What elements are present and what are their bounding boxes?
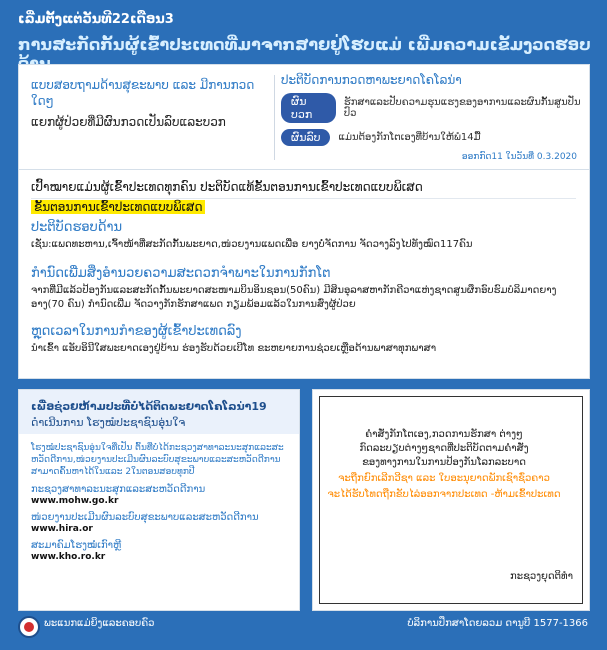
test-results-title: ປະຕິບັດການກວດຫາພະຍາດໂຄໂລນ່າ <box>281 73 462 87</box>
special-procedure-highlight: ຂັ້ນຕອນການເຂົ້າປະເທດແບບພິເສດ <box>31 200 205 214</box>
hotline: ບໍລິການປຶກສາໂດຍລວມ ດານູບີ 1577-1366 <box>407 618 588 629</box>
list-item <box>31 540 287 562</box>
safe-hospitals-card <box>18 389 300 611</box>
positive-badge: ຜົນບວກ <box>281 93 336 123</box>
header-subtitle: ເລີ່ມຕັ້ງແຕ່ວັນທີ22ເດືອນ3 <box>18 12 174 27</box>
section-title: ຫຼຸດເວລາໃນການກຳຂອງຜູ້ເຂົ້າປະເທດລົງ <box>31 324 242 339</box>
health-screening-card <box>18 64 590 171</box>
safe-hospitals-body <box>31 442 287 562</box>
lead-divider <box>31 198 576 199</box>
list-item <box>31 484 287 506</box>
positive-text: ຮັກສາແລະປັບຄວາມຮຸນແຮງຂອງອາການແລະຜົນກັ້ນສູນປັ່ນປົວ <box>343 97 581 119</box>
screening-question-block <box>31 77 271 129</box>
positive-row <box>281 93 581 123</box>
section-comprehensive <box>31 220 576 252</box>
warning-line-1: ຄຳສັ່ງກັກໂຕເອງ,ກວດການຮັກສາ ຕ່າງໆ <box>365 429 523 440</box>
warning-line-2: ກົດລະບຽບຕ່າງໆຊາດທີ່ປະຕິບັດຕາມຄຳສັ່ງ <box>359 443 529 454</box>
screening-answer: ແຍກຜູ້ປ່ວຍທີ່ມີຜົນກວດເປັນລົບແລະບວກ <box>31 115 226 129</box>
section-title: ກຳນົດເພີ່ມສິ່ງອຳນວຍຄວາມສະດວກຈຳພາະໃນການກັກໂຕ <box>31 266 331 281</box>
section-body: ຈາກທີ່ມີແລ້ວປ້ອງກັນແລະສະກັດກັ້ນພະຍາດສະໜາມບິນອິນຊອນ(50ຄົນ) ມີສິນອຸລາສຫາກັກຄີວາແຫ່ງຊາດສູນຜຶກອົບຮົມບໍລິມາດຍາງອາງ(70 ຄົນ) ກຳນົດເພີ່ມ ຈັດວາງກັກຮັກສາແພດ ກຽມພ້ອມແລ້ວໃນການສົ່ງຜູ້ປ່ວຍ <box>31 285 557 310</box>
section-title: ປະຕິບັດຮອບດ້ານ <box>31 220 123 235</box>
test-results-block <box>281 73 581 152</box>
section-body: ນຳເຂົ້າ ແອັບອິນີໃສພະຍາດເອງຢູ່ບ້ານ ຮ່ອງຮັບດ້ວຍເບີໂທ ຂະຫຍາຍການຊ່ວຍເຫຼືອດ້ານພາສາທຸກພາສາ <box>31 343 437 354</box>
government-emblem-icon <box>18 616 40 638</box>
warning-card <box>312 389 590 611</box>
ministry-signature: ກະຊວງຍຸດຕິທຳ <box>510 571 573 582</box>
warning-line-3: ຂອງທາງການໃນການປ້ອງກັນໂລກລະບາດ <box>362 457 526 468</box>
negative-text: ແມ່ນຕ້ອງກັກໂຕເອງທີ່ບ້ານໃຫ້ພໍ14ມື້ <box>338 132 481 143</box>
issue-date: ອອກກົດ11 ໃນວັນທີ່ 0.3.2020 <box>461 152 577 162</box>
website-link[interactable]: www.mohw.go.kr <box>31 496 119 506</box>
list-item <box>31 512 287 534</box>
safe-hospitals-subtitle: ດຳເນີນການ ໂຮງໝໍປະຊາຊົນອຸ່ນໃຈ <box>31 416 186 429</box>
org-name: ໜ່ວຍງານປະເມີນຜົນລະບົບສຸຂະພາບແລະສະຫວັດດີການ <box>31 512 259 523</box>
card-divider <box>274 75 275 160</box>
warning-text-block <box>325 428 563 502</box>
org-name: ສະມາຄົມໂຮງໝໍເກົາຫຼີ <box>31 540 122 551</box>
safe-hospitals-header <box>19 390 299 434</box>
entry-lead-text: ເປົ້າໝາຍແມ່ນຜູ້ເຂົ້າປະເທດທຸກຄົນ ປະຕິບັດແທ້ຂັ້ນຕອນການເຂົ້າປະເທດແບບພິເສດ <box>31 180 423 194</box>
warning-penalty-2: ຈະໄດ້ຮັບໂທດຖືກຂັບໄລ່ອອກຈາກປະເທດ -ຫ້າມເຂົ້າປະເທດ <box>327 489 561 500</box>
org-name: ກະຊວງສາທາລະນະສຸກແລະສະຫວັດດີການ <box>31 484 206 495</box>
footer <box>18 612 588 642</box>
safe-hospitals-intro: ໂຮງໝໍປະຊາຊົນອຸ່ນໃຈທີ່ເປັນ ຕົ້ນທີ່ບໍ່ໄດ້ກະຊວງສາທາລະນະສຸກແລະສະຫວັດດີການ,ໜ່ວຍງານປະເມີນຜົນລະບົບສຸຂະພາບແລະສະຫວັດດີການ ສາມາດຄົ້ນຫາໄດ້ໃນແລະ 2ໃນຕອນສອບທຸກປີ <box>31 443 284 477</box>
section-quarantine-facilities <box>31 266 576 312</box>
website-link[interactable]: www.hira.or <box>31 524 93 534</box>
warning-penalty-1: ຈະຖືກຍົກເລີກວີຊາ ແລະ ໃບອະນຸຍາດພັກເຊົາຊົ່ວຄາວ <box>338 473 550 484</box>
page-title: ການສະກັດກັ້ນຜູ້ເຂົ້າປະເທດທີ່ມາຈາກສາຍຢູ່ໂຮບແມ່ ເພີ່ມຄວາມເຂັ້ມງວດຮອບ <box>18 35 591 54</box>
section-reduce-time <box>31 324 576 356</box>
screening-question: ແບບສອບຖາມດ້ານສຸຂະພາບ ແລະ ມີການກວດໃດໆ <box>31 78 255 108</box>
ministry-name: ພະແນກແມ່ຍິງແລະຄອບຄົວ <box>44 618 155 629</box>
safe-hospitals-title: ເພື່ອຊ່ວຍຫ້າມປະທີ່ບໍ່ໄດ້ຕິດພະຍາດໂຄໂລນ່າ19 <box>31 400 267 413</box>
section-body: ເຊັ່ນ:ແພດທະຫານ,ເຈົ້າໜ້າທີ່ສະກັດກັ້ນພະຍາດ,ໜ່ວຍງານແພດເພື່ອ ຍາງບໍ່ຈັດການ ຈັດວາງລົງໄປທັງໝົດ117ຄົນ <box>31 239 473 250</box>
entry-procedure-card <box>18 169 590 379</box>
negative-badge: ຜົນລົບ <box>281 129 330 146</box>
website-link[interactable]: www.kho.ro.kr <box>31 552 106 562</box>
negative-row <box>281 129 581 146</box>
